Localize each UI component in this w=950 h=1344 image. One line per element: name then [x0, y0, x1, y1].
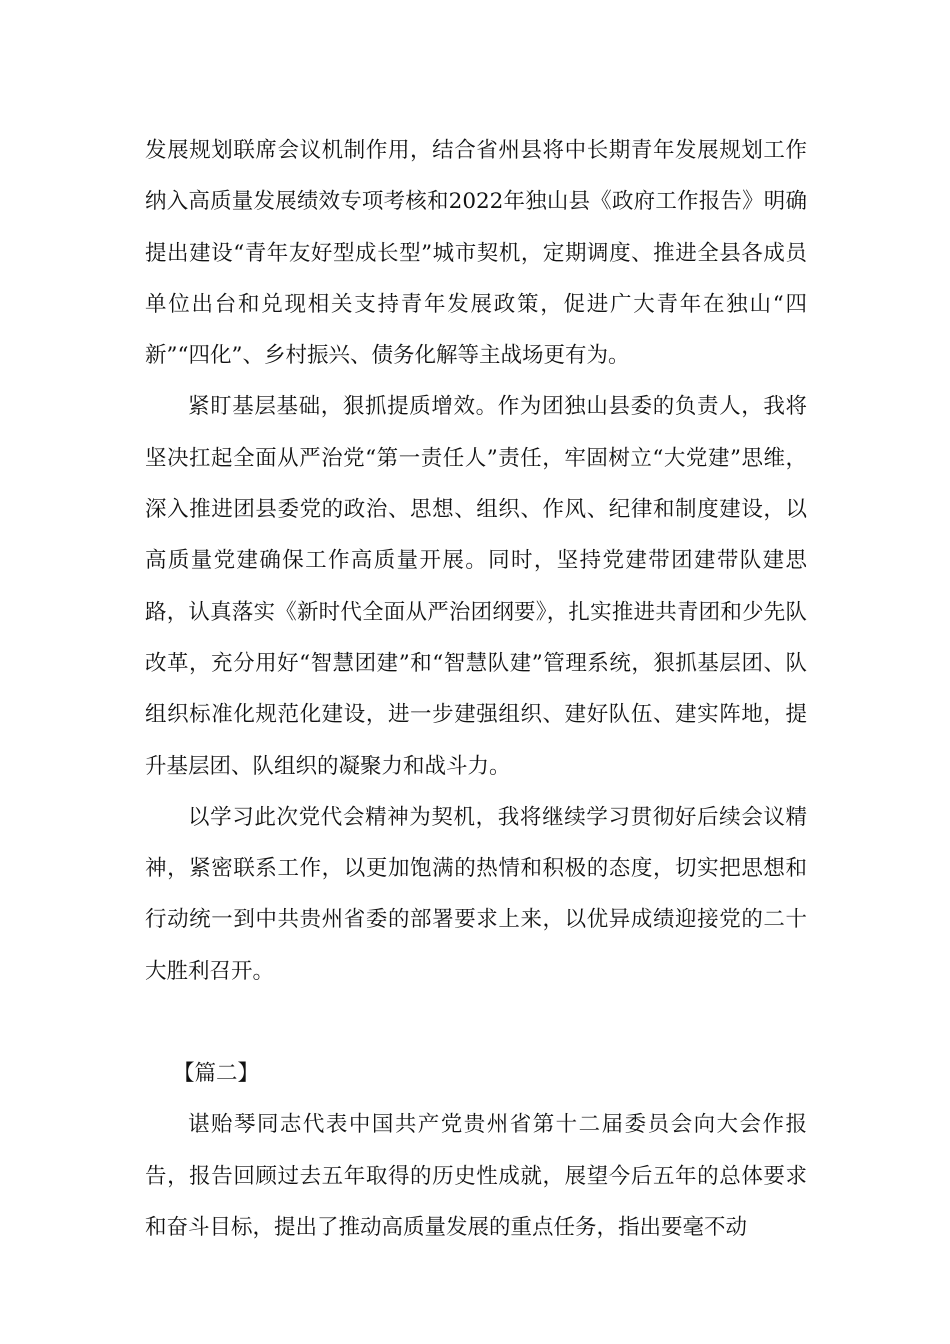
- document-body: [145, 125, 807, 1253]
- paragraph-continuation: 发展规划联席会议机制作用，结合省州县将中长期青年发展规划工作纳入高质量发展绩效专项考核和2022年独山县《政府工作报告》明确提出建设“青年友好型成长型”城市契机，定期调度、推进全县各成员单位出台和兑现相关支持青年发展政策，促进广大青年在独山“四新”“四化”、乡村振兴、债务化解等主战场更有为。: [145, 138, 807, 369]
- section-paragraph: 谌贻琴同志代表中国共产党贵州省第十二届委员会向大会作报告，报告回顾过去五年取得的历史性成就，展望今后五年的总体要求和奋斗目标，提出了推动高质量发展的重点任务，指出要毫不动: [145, 1112, 807, 1240]
- section-heading: 【篇二】: [173, 1061, 260, 1087]
- paragraph-grassroots: 紧盯基层基础，狠抓提质增效。作为团独山县委的负责人，我将坚决扛起全面从严治党“第一责任人”责任，牢固树立“大党建”思维，深入推进团县委党的政治、思想、组织、作风、纪律和制度建设，以高质量党建确保工作高质量开展。同时，坚持党建带团建带队建思路，认真落实《新时代全面从严治团纲要》，扎实推进共青团和少先队改革，充分用好“智慧团建”和“智慧队建”管理系统，狠抓基层团、队组织标准化规范化建设，进一步建强组织、建好队伍、建实阵地，提升基层团、队组织的凝聚力和战斗力。: [145, 394, 807, 779]
- paragraph-conclusion: 以学习此次党代会精神为契机，我将继续学习贯彻好后续会议精神，紧密联系工作，以更加饱满的热情和积极的态度，切实把思想和行动统一到中共贵州省委的部署要求上来，以优异成绩迎接党的二十大胜利召开。: [145, 804, 807, 984]
